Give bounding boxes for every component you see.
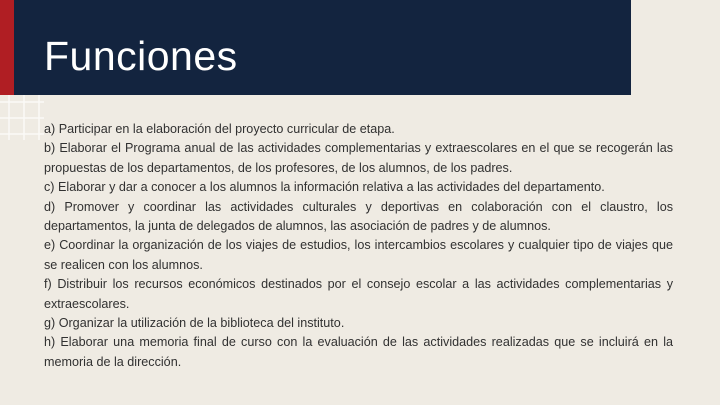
list-item: e) Coordinar la organización de los viajes de estudios, los intercambios escolares y cualquier tipo de viajes que se realicen con los alumnos.	[44, 238, 673, 272]
list-item: g) Organizar la utilización de la biblioteca del instituto.	[44, 316, 345, 331]
list-item: c) Elaborar y dar a conocer a los alumnos la información relativa a las actividades del departamento.	[44, 180, 605, 195]
list-item: d) Promover y coordinar las actividades culturales y deportivas en colaboración con el claustro, los departamentos, la junta de delegados de alumnos, las asociación de padres y de alumnos.	[44, 199, 673, 234]
list-item: a) Participar en la elaboración del proyecto curricular de etapa.	[44, 122, 395, 136]
list-item: f) Distribuir los recursos económicos destinados por el consejo escolar a las actividades complementarias y extraescolares.	[44, 277, 673, 311]
slide-title: Funciones	[44, 33, 238, 79]
list-item: h) Elaborar una memoria final de curso con la evaluación de las actividades realizadas que se incluirá en la memoria de la dirección.	[44, 335, 673, 369]
slide-body	[44, 120, 673, 372]
accent-bar	[0, 0, 14, 95]
list-item: b) Elaborar el Programa anual de las actividades complementarias y extraescolares en el que se recogerán las propuestas de los departamentos, de los profesores, de los alumnos, de los padres.	[44, 141, 673, 175]
